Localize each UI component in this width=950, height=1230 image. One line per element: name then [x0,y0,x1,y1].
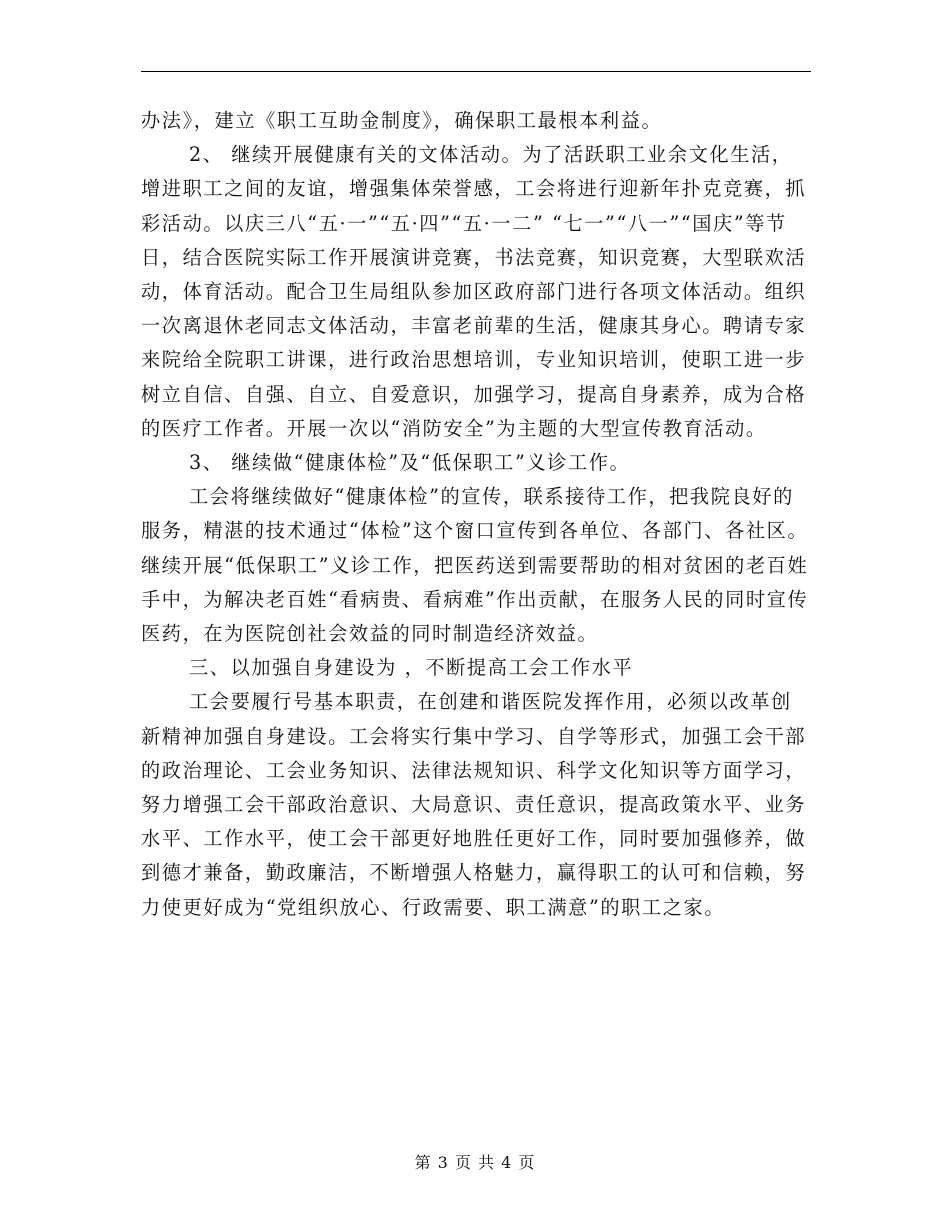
paragraph-section-3-body: 工会要履行号基本职责，在创建和谐医院发挥作用，必须以改革创新精神加强自身建设。工会将实行集中学习、自学等形式，加强工会干部的政治理论、工会业务知识、法律法规知识、科学文化知识等方面学习，努力增强工会干部政治意识、大局意识、责任意识，提高政策水平、业务水平、工作水平，使工会干部更好地胜任更好工作，同时要加强修养，做到德才兼备，勤政廉洁，不断增强人格魅力，赢得职工的认可和信赖，努力使更好成为“党组织放心、行政需要、职工满意”的职工之家。 [141,690,807,919]
page-footer: 第 3 页 共 4 页 [414,1153,536,1172]
section-heading-3: 三、以加强自身建设为 ，不断提高工会工作水平 [189,656,634,680]
paragraph-item-3-heading: 3、 继续做“健康体检”及“低保职工”义诊工作。 [189,451,631,475]
document-body [141,104,811,925]
paragraph-continuation: 办法》，建立《职工互助金制度》，确保职工最根本利益。 [141,109,663,132]
paragraph-item-2: 2、 继续开展健康有关的文体活动。为了活跃职工业余文化生活，增进职工之间的友谊，增强集体荣誉感，工会将进行迎新年扑克竞赛，抓彩活动。以庆三八“五·一”“五·四”“五·一二” “七一”“八一”“国庆”等节日，结合医院实际工作开展演讲竞赛，书法竞赛，知识竞赛，大型联欢活动，体育活动。配合卫生局组队参加区政府部门进行各项文体活动。组织一次离退休老同志文体活动，丰富老前辈的生活，健康其身心。聘请专家来院给全院职工讲课，进行政治思想培训，专业知识培训，使职工进一步树立自信、自强、自立、自爱意识，加强学习，提高自身素养，成为合格的医疗工作者。开展一次以“消防安全”为主题的大型宣传教育活动。 [141,143,807,440]
paragraph-item-3-body: 工会将继续做好“健康体检”的宣传，联系接待工作，把我院良好的服务，精湛的技术通过“体检”这个窗口宣传到各单位、各部门、各社区。继续开展“低保职工”义诊工作，把医药送到需要帮助的相对贫困的老百姓手中，为解决老百姓“看病贵、看病难”作出贡献，在服务人民的同时宣传医药，在为医院创社会效益的同时制造经济效益。 [141,485,809,646]
header-rule [141,71,811,72]
